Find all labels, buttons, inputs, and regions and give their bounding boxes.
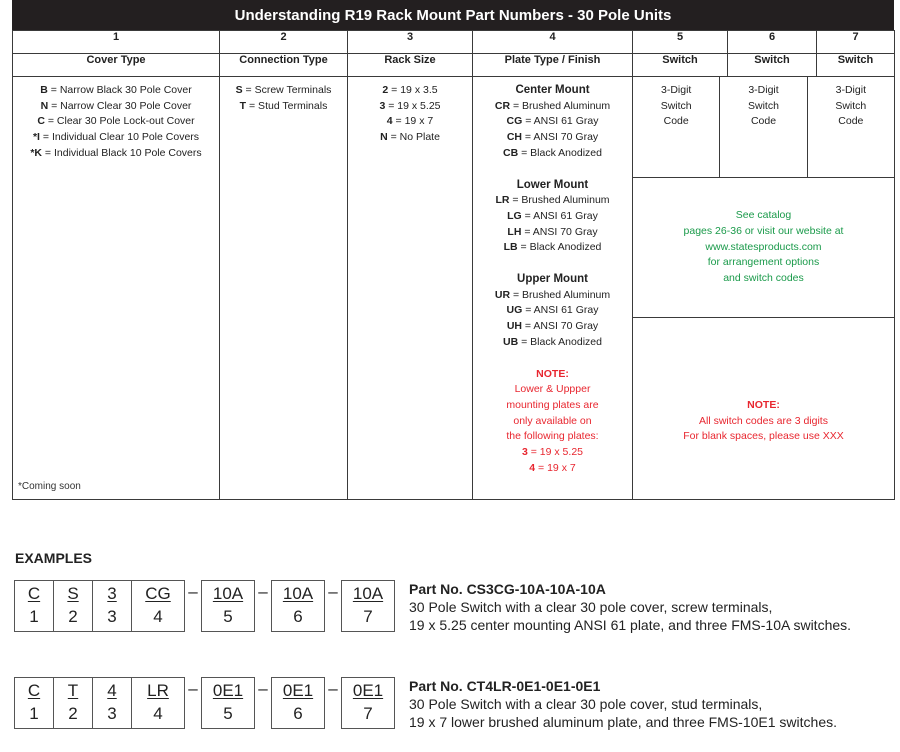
cover-type-cell [13,77,220,500]
cover-type-option: *I = Individual Clear 10 Pole Covers [32,131,200,144]
plate-option: LB = Black Anodized [503,241,602,254]
plate-option: LR = Brushed Aluminum [495,194,610,207]
plate-option: CR = Brushed Aluminum [494,99,611,112]
code-box-group: C 1 T 2 4 3 LR 4 [14,677,185,729]
lower-mount-heading: Lower Mount [516,178,589,191]
connection-type-cell [220,77,348,500]
plate-option: CB = Black Anodized [503,146,602,159]
rack-size-option: 4 = 19 x 7 [386,115,434,128]
plate-option: UG = ANSI 61 Gray [506,304,599,317]
column-number: 7 [817,31,895,54]
plate-option: CG = ANSI 61 Gray [506,115,599,128]
switch-note: NOTE: All switch codes are 3 digits For blank spaces, please use XXX [683,399,844,443]
column-number: 6 [728,31,817,54]
column-header: Rack Size [348,54,473,77]
plate-note: NOTE: Lower & Uppper mounting plates are only available on the following plates: 3 = 19 x 5.25 4 = 19 x 7 [506,367,599,474]
rack-size-option: N = No Plate [380,131,440,144]
plate-option: UR = Brushed Aluminum [494,288,611,301]
code-box-group: C 1 S 2 3 3 CG 4 [14,580,185,632]
plate-option: LH = ANSI 70 Gray [507,225,598,238]
plate-option: UH = ANSI 70 Gray [506,320,599,333]
cover-type-option: C = Clear 30 Pole Lock-out Cover [37,115,195,128]
part-number-table [12,30,895,500]
plate-type-cell [473,77,633,500]
cover-type-option: N = Narrow Clear 30 Pole Cover [40,99,192,112]
switch-code-5: 3-Digit Switch Code [660,84,692,128]
switch-code-7: 3-Digit Switch Code [807,77,894,177]
column-header: Connection Type [220,54,348,77]
rack-size-option: 3 = 19 x 5.25 [379,99,441,112]
column-header: Switch [728,54,817,77]
connection-type-option: T = Stud Terminals [239,99,328,112]
example-description: 19 x 5.25 center mounting ANSI 61 plate, and three FMS-10A switches. [409,617,852,633]
example-part-number: Part No. CS3CG-10A-10A-10A [409,581,606,597]
column-number: 5 [633,31,728,54]
cover-type-option: *K = Individual Black 10 Pole Covers [30,146,202,159]
example-1: C 1 S 2 3 3 CG 4 – 10A 5 – 10A 6 – 10A 7 Part No. CS3CG-10A-10A-10A 30 Pole Switch with a clear 30 pole cover, screw terminals, 19 x 5.25 center mounting ANSI 61 plate, and three FMS-10A switches. [14,580,851,634]
switch-code-6: 3-Digit Switch Code [719,77,806,177]
connection-type-option: S = Screw Terminals [235,84,332,96]
example-2: C 1 T 2 4 3 LR 4 – 0E1 5 – 0E1 6 – 0E1 7 Part No. CT4LR-0E1-0E1-0E1 30 Pole Switch with a clear 30 pole cover, stud terminals, 19 x 7 lower brushed aluminum plate, and three FMS-10E1 switches. [14,677,837,731]
cover-type-option: B = Narrow Black 30 Pole Cover [40,84,192,96]
column-header: Cover Type [13,54,220,77]
example-description: 19 x 7 lower brushed aluminum plate, and three FMS-10E1 switches. [409,714,837,730]
example-description: 30 Pole Switch with a clear 30 pole cover, stud terminals, [409,696,763,712]
catalog-reference: See catalog pages 26-36 or visit our website at www.statesproducts.com for arrangement options and switch codes [633,177,894,318]
column-number: 4 [473,31,633,54]
switch-cell [633,77,895,500]
example-part-number: Part No. CT4LR-0E1-0E1-0E1 [409,678,601,694]
column-header: Switch [633,54,728,77]
plate-option: CH = ANSI 70 Gray [506,131,599,144]
rack-size-option: 2 = 19 x 3.5 [382,84,438,96]
rack-size-cell [348,77,473,500]
plate-option: LG = ANSI 61 Gray [507,209,598,222]
column-header: Plate Type / Finish [473,54,633,77]
table-title: Understanding R19 Rack Mount Part Numbers - 30 Pole Units [12,0,894,30]
example-description: 30 Pole Switch with a clear 30 pole cover, screw terminals, [409,599,773,615]
column-number: 3 [348,31,473,54]
plate-option: UB = Black Anodized [503,335,602,348]
footnote: *Coming soon [18,481,81,492]
column-number: 2 [220,31,348,54]
center-mount-heading: Center Mount [515,84,590,96]
column-number: 1 [13,31,220,54]
column-header: Switch [817,54,895,77]
examples-heading: EXAMPLES [15,550,93,566]
upper-mount-heading: Upper Mount [517,273,588,286]
